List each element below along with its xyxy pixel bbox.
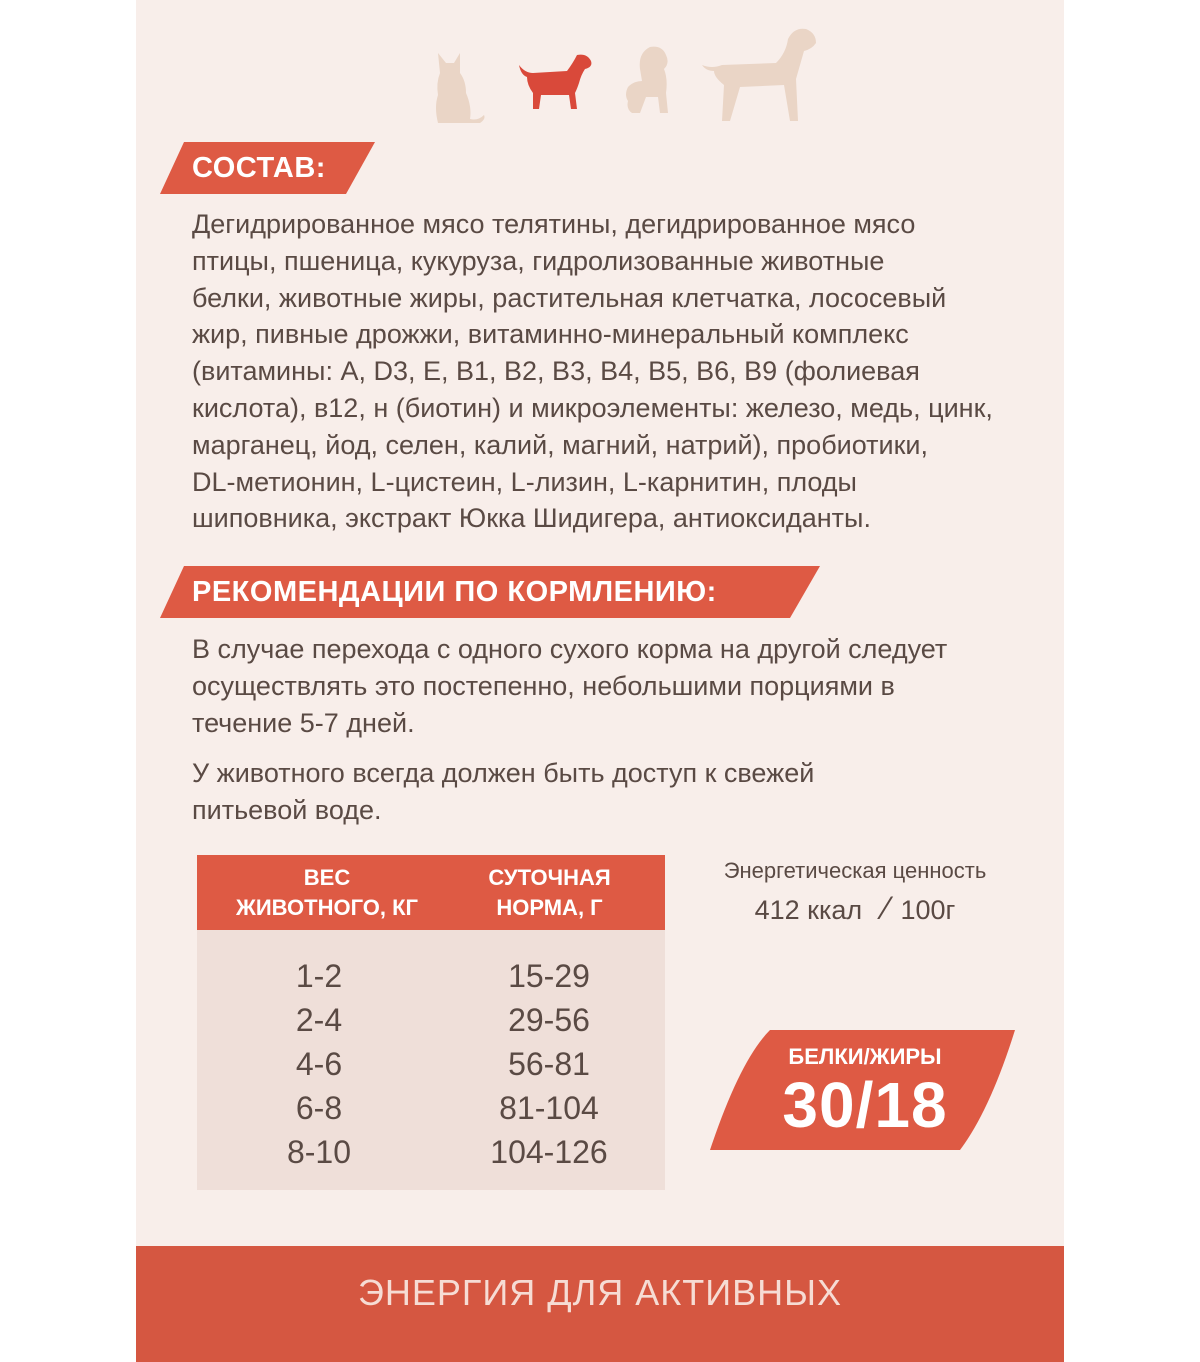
energy-kcal: 412 ккал	[754, 895, 863, 925]
header-line: НОРМА, Г	[496, 895, 603, 920]
composition-heading-text: СОСТАВ:	[192, 152, 326, 184]
header-line: ВЕС	[303, 865, 351, 890]
footer-text: ЭНЕРГИЯ ДЛЯ АКТИВНЫХ	[357, 1272, 842, 1313]
composition-line: Дегидрированное мясо телятины, дегидрированное мясо	[192, 209, 916, 239]
animal-size-icons	[420, 35, 840, 125]
energy-value	[700, 890, 1010, 927]
energy-per: 100г	[900, 895, 956, 925]
header-line: СУТОЧНАЯ	[488, 865, 611, 890]
small-dog-icon	[515, 49, 595, 113]
composition-line: (витамины: А, D3, E, B1, B2, B3, B4, B5, B6, B9 (фолиевая	[192, 356, 920, 387]
composition-line: жир, пивные дрожжи, витаминно-минеральный комплекс	[192, 319, 909, 350]
weight-cell: 1-2	[295, 958, 343, 994]
daily-norm-column-header	[447, 863, 652, 923]
feeding-line: В случае перехода с одного сухого корма на другой следует	[192, 634, 948, 664]
weight-cell: 4-6	[295, 1046, 343, 1082]
puppy-icon	[620, 45, 680, 115]
feeding-line: У животного всегда должен быть доступ к свежей	[192, 758, 815, 788]
slash-divider: ⁄	[883, 890, 889, 926]
norm-cell: 29-56	[508, 1002, 590, 1038]
composition-line: DL-метионин, L-цистеин, L-лизин, L-карнитин, плоды	[192, 466, 857, 497]
composition-line: марганец, йод, селен, калий, магний, натрий), пробиотики,	[192, 429, 929, 460]
norm-cell: 15-29	[508, 958, 590, 994]
badge-label: БЕЛКИ/ЖИРЫ	[788, 1044, 942, 1069]
feeding-paragraph-2	[192, 755, 814, 829]
weight-column-header	[207, 863, 447, 923]
feeding-line: осуществлять это постепенно, небольшими порциями в	[192, 670, 895, 701]
feeding-paragraph-1	[192, 631, 947, 741]
feeding-line: течение 5-7 дней.	[192, 707, 415, 738]
cat-icon	[428, 47, 488, 125]
weight-cell: 6-8	[295, 1090, 343, 1126]
norm-cell: 56-81	[508, 1046, 590, 1082]
feeding-heading	[160, 566, 820, 618]
norm-cell: 104-126	[490, 1134, 608, 1170]
footer-bar	[136, 1246, 1064, 1362]
composition-line: белки, животные жиры, растительная клетчатка, лососевый	[192, 282, 947, 313]
feeding-line: питьевой воде.	[192, 794, 382, 825]
norm-cell: 81-104	[499, 1090, 599, 1126]
feeding-heading-text: РЕКОМЕНДАЦИИ ПО КОРМЛЕНИЮ:	[192, 576, 717, 608]
feeding-table-body	[197, 930, 665, 1190]
composition-heading	[160, 142, 375, 194]
composition-line: птицы, пшеница, кукуруза, гидролизованные животные	[192, 245, 885, 276]
composition-line: кислота), в12, н (биотин) и микроэлементы: железо, медь, цинк,	[192, 392, 993, 423]
feeding-table-header	[197, 855, 665, 930]
header-line: ЖИВОТНОГО, КГ	[235, 895, 418, 920]
weight-cell: 2-4	[295, 1002, 343, 1038]
protein-fat-badge	[710, 1030, 1015, 1150]
composition-text	[192, 206, 993, 537]
large-dog-icon	[700, 25, 820, 125]
weight-cell: 8-10	[286, 1134, 352, 1170]
energy-label: Энергетическая ценность	[723, 858, 987, 883]
composition-line: шиповника, экстракт Юкка Шидигера, антиоксиданты.	[192, 503, 871, 534]
badge-value: 30/18	[782, 1069, 948, 1141]
